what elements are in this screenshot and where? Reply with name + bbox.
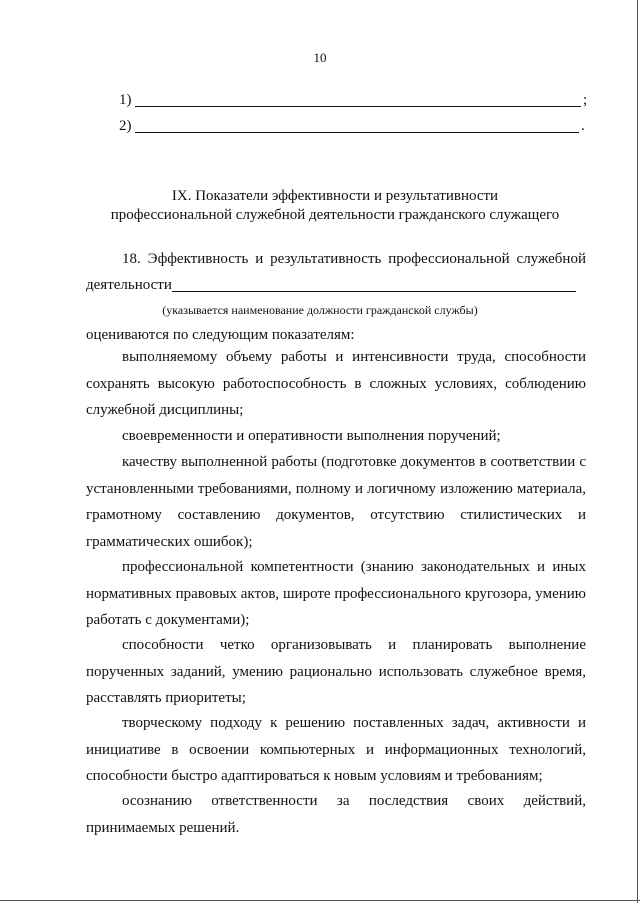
paragraph-6: творческому подходу к решению поставленных задач, активности и инициативе в освоении компьютерных и информационных технологий, способности быстро адаптироваться к новым условиям и требованиям;	[86, 715, 586, 784]
item-18-text: 18. Эффективность и результативность профессиональной служебной	[122, 251, 586, 267]
page-border-right	[637, 0, 638, 903]
paragraph-1: выполняемому объему работы и интенсивности труда, способности сохранять высокую работоспособность в сложных условиях, соблюдению служебной дисциплины;	[86, 349, 586, 418]
page-number: 10	[313, 50, 327, 65]
position-caption: (указывается наименование должности гражданской службы)	[162, 303, 478, 317]
page-border-bottom	[0, 900, 640, 901]
blank-item-1	[119, 92, 589, 112]
paragraph-5: способности четко организовывать и планировать выполнение порученных заданий, умению рационально использовать служебное время, расставлять приоритеты;	[86, 637, 586, 706]
blank-fill-line	[135, 106, 581, 107]
item-18-line-1	[86, 251, 586, 268]
blank-item-2	[119, 118, 589, 138]
blank-item-number: 2)	[119, 118, 132, 134]
position-fill-line	[172, 291, 576, 292]
item-18-after: оцениваются по следующим показателям:	[86, 327, 355, 343]
paragraph-4: профессиональной компетентности (знанию законодательных и иных нормативных правовых актов, широте профессионального кругозора, умению работать с документами);	[86, 559, 586, 628]
item-18-line-2: деятельности	[86, 277, 172, 293]
paragraph-2: своевременности и оперативности выполнения поручений;	[122, 428, 501, 444]
paragraph-3: качеству выполненной работы (подготовке документов в соответствии с установленными требованиями, полному и логичному изложению материала, грамотному составлению документов, отсутствию стилистических и грамматических ошибок);	[86, 454, 586, 550]
section-heading-line-2: профессиональной служебной деятельности гражданского служащего	[110, 207, 560, 223]
paragraph-7: осознанию ответственности за последствия своих действий, принимаемых решений.	[86, 793, 586, 836]
section-heading	[90, 187, 580, 225]
blank-fill-line	[135, 132, 579, 133]
section-heading-line-1: IX. Показатели эффективности и результативности	[171, 188, 499, 204]
blank-item-number: 1)	[119, 92, 132, 108]
blank-item-end: .	[581, 118, 585, 134]
blank-item-end: ;	[583, 92, 588, 108]
